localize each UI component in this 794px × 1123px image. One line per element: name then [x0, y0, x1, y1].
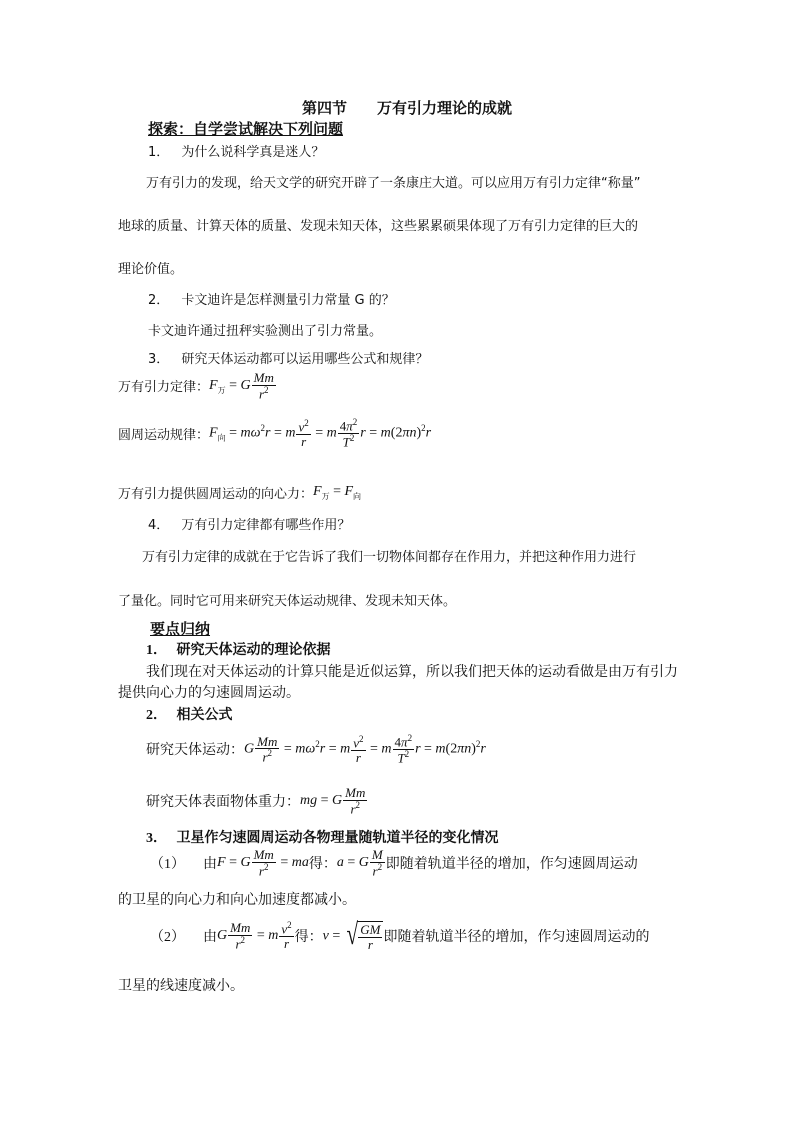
p1-heading-text: 研究天体运动的理论依据 — [176, 643, 331, 658]
motion-formula — [146, 734, 486, 765]
q1-answer-line3: 理论价值。 — [118, 262, 184, 277]
sub-xiang-2: 向 — [353, 491, 362, 501]
p1-number: 1． — [146, 643, 167, 658]
circular-law-formula — [118, 418, 431, 449]
p1-line2: 提供向心力的匀速圆周运动。 — [118, 686, 300, 701]
sub-xiang-1: 向 — [217, 433, 226, 443]
circular-law-expression: $F_向 = m\omega^2r = m$ $\frac{v^2}{r}$ = m $\frac{4\pi^2}{T^2}$ $r = m(2\pi n)^2r$ — [209, 417, 432, 450]
p1-heading — [146, 639, 331, 659]
q1-number: 1． — [148, 145, 170, 160]
item2-expression1: G $\frac{Mm}{r^2}$ = m $\frac{v^2}{r}$ — [217, 920, 292, 952]
p3-item2 — [150, 918, 650, 952]
item1-expression2: a = G $\frac{M}{r^2}$ — [336, 847, 383, 878]
item1-line2: 的卫星的向心力和向心加速度都减小。 — [118, 893, 356, 908]
q4-number: 4． — [148, 518, 170, 533]
item2-by: 由 — [203, 930, 217, 946]
gravity-law-expression: $F_万 = G$ $\frac{Mm}{r^2}$ — [209, 370, 274, 401]
item1-number: （1） — [150, 856, 185, 872]
q1-answer-line1: 万有引力的发现，给天文学的研究开辟了一条康庄大道。可以应用万有引力定律“称量” — [146, 176, 641, 191]
item1-get: 得： — [308, 856, 337, 872]
gravity-law-label: 万有引力定律： — [118, 380, 210, 396]
p1-line1: 我们现在对天体运动的计算只能是近似运算，所以我们把天体的运动看做是由万有引力 — [146, 665, 678, 680]
q1-text: 为什么说科学真是迷人？ — [181, 145, 325, 160]
p2-heading-text: 相关公式 — [176, 708, 233, 723]
p3-number: 3． — [146, 831, 167, 846]
q4-question — [148, 514, 350, 533]
item2-line2: 卫星的线速度减小。 — [118, 979, 244, 994]
summary-heading: 要点归纳 — [150, 620, 211, 638]
q4-answer-line1: 万有引力定律的成就在于它告诉了我们一切物体间都存在作用力，并把这种作用力进行 — [142, 550, 637, 565]
item1-by: 由 — [203, 856, 217, 872]
section-name: 万有引力理论的成就 — [377, 99, 513, 117]
q2-number: 2． — [148, 293, 170, 308]
p3-heading — [146, 827, 499, 847]
q4-text: 万有引力定律都有哪些作用？ — [181, 518, 351, 533]
provide-formula — [118, 483, 361, 502]
page-title — [302, 97, 512, 118]
item2-tail: 即随着轨道半径的增加，作匀速圆周运动的 — [383, 930, 650, 946]
item2-expression2: v = √ $\frac{GM}{r}$ — [323, 921, 384, 951]
q4-answer-line2: 了量化。同时它可用来研究天体运动规律、发现未知天体。 — [118, 594, 457, 609]
motion-label: 研究天体运动： — [146, 743, 244, 759]
p3-heading-text: 卫星作匀速圆周运动各物理量随轨道半径的变化情况 — [176, 831, 499, 846]
q3-text: 研究天体运动都可以运用哪些公式和规律？ — [181, 352, 429, 367]
gravity-law-formula — [118, 371, 277, 401]
p3-item1 — [150, 848, 638, 878]
p2-number: 2． — [146, 708, 167, 723]
item2-number: （2） — [150, 930, 185, 946]
surface-gravity-formula — [146, 786, 368, 816]
sub-wan-2: 万 — [321, 491, 330, 501]
sub-wan: 万 — [217, 385, 226, 395]
provide-expression: $F_万 = F_向$ — [313, 483, 362, 501]
circular-law-label: 圆周运动规律： — [118, 427, 210, 443]
q2-answer: 卡文迪许通过扭秤实验测出了引力常量。 — [148, 324, 383, 339]
q3-number: 3． — [148, 352, 170, 367]
item1-tail: 即随着轨道半径的增加，作匀速圆周运动 — [385, 856, 638, 872]
surface-gravity-label: 研究天体表面物体重力： — [146, 794, 300, 810]
q2-text: 卡文迪许是怎样测量引力常量 G 的？ — [181, 293, 395, 308]
provide-label: 万有引力提供圆周运动的向心力： — [118, 487, 314, 502]
q1-answer-line2: 地球的质量、计算天体的质量、发现未知天体，这些累累硕果体现了万有引力定律的巨大的 — [118, 219, 639, 234]
item1-expression1: F = G $\frac{Mm}{r^2}$ = ma — [217, 847, 309, 878]
q1-question — [148, 141, 324, 160]
q3-question — [148, 348, 428, 367]
p2-heading — [146, 704, 233, 724]
surface-gravity-expression: mg = G $\frac{Mm}{r^2}$ — [300, 785, 366, 816]
q2-question — [148, 289, 395, 308]
section-number: 第四节 — [302, 99, 348, 117]
item2-get: 得： — [294, 930, 323, 946]
motion-expression: G $\frac{Mm}{r^2}$ = $m\omega^2r = m$ $\frac{v^2}{r}$ = m $\frac{4\pi^2}{T^2}$ $r = m(2\pi n)^2r$ — [244, 733, 486, 766]
explore-heading: 探索：自学尝试解决下列问题 — [148, 120, 344, 138]
